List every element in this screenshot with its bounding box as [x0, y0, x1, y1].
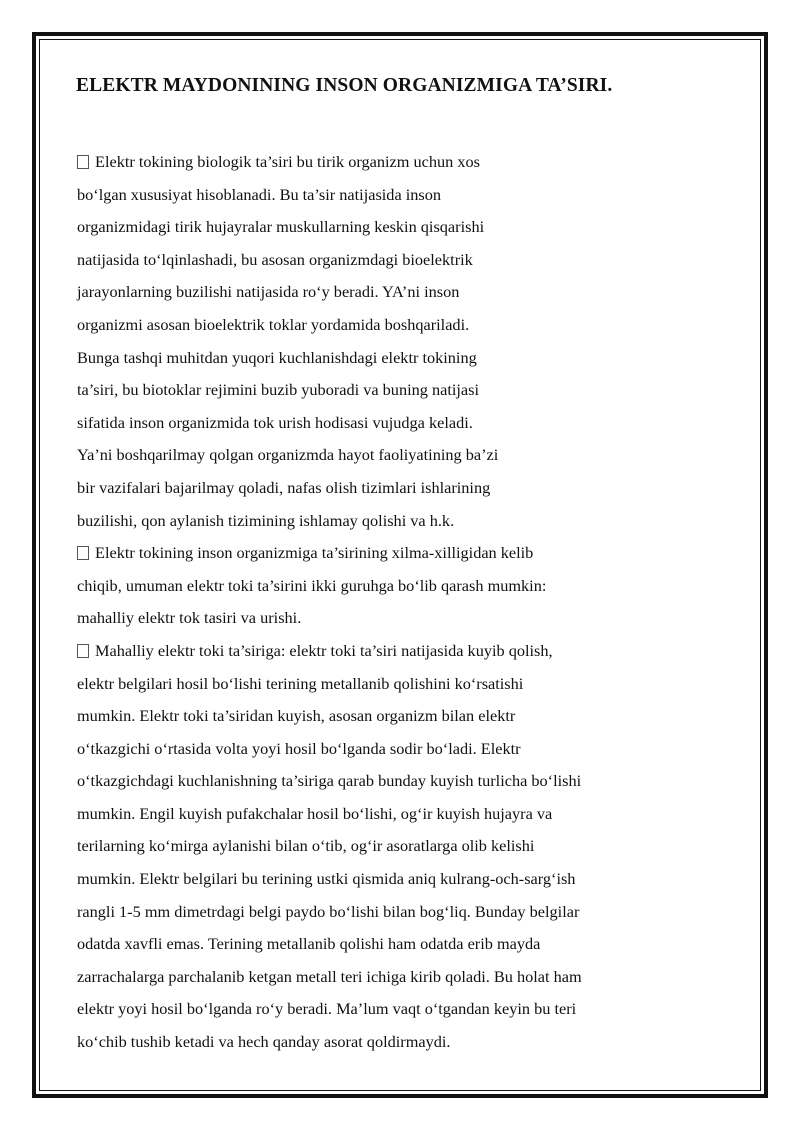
text-line [77, 407, 677, 440]
text-line-content: jarayonlarning buzilishi natijasida ro‘y beradi. YA’ni inson [77, 282, 460, 302]
text-line [77, 602, 677, 635]
text-line-content: mumkin. Elektr toki ta’siridan kuyish, asosan organizm bilan elektr [77, 706, 516, 726]
text-line [77, 537, 677, 570]
text-line-content: rangli 1-5 mm dimetrdagi belgi paydo bo‘lishi bilan bog‘liq. Bunday belgilar [77, 901, 580, 921]
text-line-content: Elektr tokining biologik ta’siri bu tirik organizm uchun xos [95, 152, 480, 171]
text-line [77, 700, 677, 733]
text-line-content: mumkin. Engil kuyish pufakchalar hosil bo‘lishi, og‘ir kuyish hujayra va [77, 803, 553, 823]
missing-glyph-bullet-icon [77, 155, 89, 169]
text-line [77, 472, 677, 505]
text-line-content: ta’siri, bu biotoklar rejimini buzib yuboradi va buning natijasi [77, 380, 479, 400]
text-line-content: zarrachalarga parchalanib ketgan metall teri ichiga kirib qoladi. Bu holat ham [77, 966, 582, 986]
text-line [77, 765, 677, 798]
text-line-content: ko‘chib tushib ketadi va hech qanday asorat qoldirmaydi. [77, 1032, 451, 1052]
text-line-content: o‘tkazgichdagi kuchlanishning ta’siriga qarab bunday kuyish turlicha bo‘lishi [77, 771, 582, 791]
text-line [77, 635, 677, 668]
text-line [77, 146, 677, 179]
text-line [77, 342, 677, 375]
text-line-content: organizmidagi tirik hujayralar muskullarning keskin qisqarishi [77, 217, 485, 237]
document-body [77, 146, 677, 1059]
text-line [77, 961, 677, 994]
text-line [77, 276, 677, 309]
text-line-content: sifatida inson organizmida tok urish hodisasi vujudga keladi. [77, 412, 473, 432]
text-line [77, 505, 677, 538]
text-line [77, 668, 677, 701]
text-line [77, 863, 677, 896]
text-line [77, 896, 677, 929]
missing-glyph-bullet-icon [77, 546, 89, 560]
document-title: ELEKTR MAYDONINING INSON ORGANIZMIGA TA’SIRI. [76, 75, 613, 96]
text-line [77, 1026, 677, 1059]
text-line-content: natijasida to‘lqinlashadi, bu asosan organizmdagi bioelektrik [77, 249, 473, 269]
missing-glyph-bullet-icon [77, 644, 89, 658]
text-line [77, 993, 677, 1026]
text-line-content: odatda xavfli emas. Terining metallanib qolishi ham odatda erib mayda [77, 934, 541, 954]
text-line-content: Elektr tokining inson organizmiga ta’sirining xilma-xilligidan kelib [95, 543, 534, 563]
text-line [77, 733, 677, 766]
text-line [77, 570, 677, 603]
text-line-content: elektr yoyi hosil bo‘lganda ro‘y beradi. Ma’lum vaqt o‘tgandan keyin bu teri [77, 999, 577, 1019]
text-line [77, 830, 677, 863]
text-line-content: elektr belgilari hosil bo‘lishi terining metallanib qolishini ko‘rsatishi [77, 673, 524, 693]
text-line-content: terilarning ko‘mirga aylanishi bilan o‘tib, og‘ir asoratlarga olib kelishi [77, 836, 535, 856]
text-line-content: mumkin. Elektr belgilari bu terining ustki qismida aniq kulrang-och-sarg‘ish [77, 869, 576, 889]
text-line-content: Ya’ni boshqarilmay qolgan organizmda hayot faoliyatining ba’zi [77, 445, 499, 465]
text-line-content: chiqib, umuman elektr toki ta’sirini ikki guruhga bo‘lib qarash mumkin: [77, 575, 547, 595]
text-line [77, 244, 677, 277]
text-line-content: buzilishi, qon aylanish tizimining ishlamay qolishi va h.k. [77, 510, 455, 530]
text-line-content: bo‘lgan xususiyat hisoblanadi. Bu ta’sir natijasida inson [77, 184, 442, 204]
text-line-content: Mahalliy elektr toki ta’siriga: elektr toki ta’siri natijasida kuyib qolish, [95, 640, 553, 660]
text-line [77, 798, 677, 831]
text-line [77, 928, 677, 961]
text-line [77, 439, 677, 472]
text-line [77, 211, 677, 244]
text-line [77, 179, 677, 212]
text-line-content: Bunga tashqi muhitdan yuqori kuchlanishdagi elektr tokining [77, 347, 477, 367]
text-line-content: mahalliy elektr tok tasiri va urishi. [77, 608, 302, 628]
text-line-content: bir vazifalari bajarilmay qoladi, nafas olish tizimlari ishlarining [77, 477, 491, 497]
text-line-content: o‘tkazgichi o‘rtasida volta yoyi hosil bo‘lganda sodir bo‘ladi. Elektr [77, 738, 521, 758]
text-line-content: organizmi asosan bioelektrik toklar yordamida boshqariladi. [77, 314, 470, 334]
text-line [77, 374, 677, 407]
text-line [77, 309, 677, 342]
